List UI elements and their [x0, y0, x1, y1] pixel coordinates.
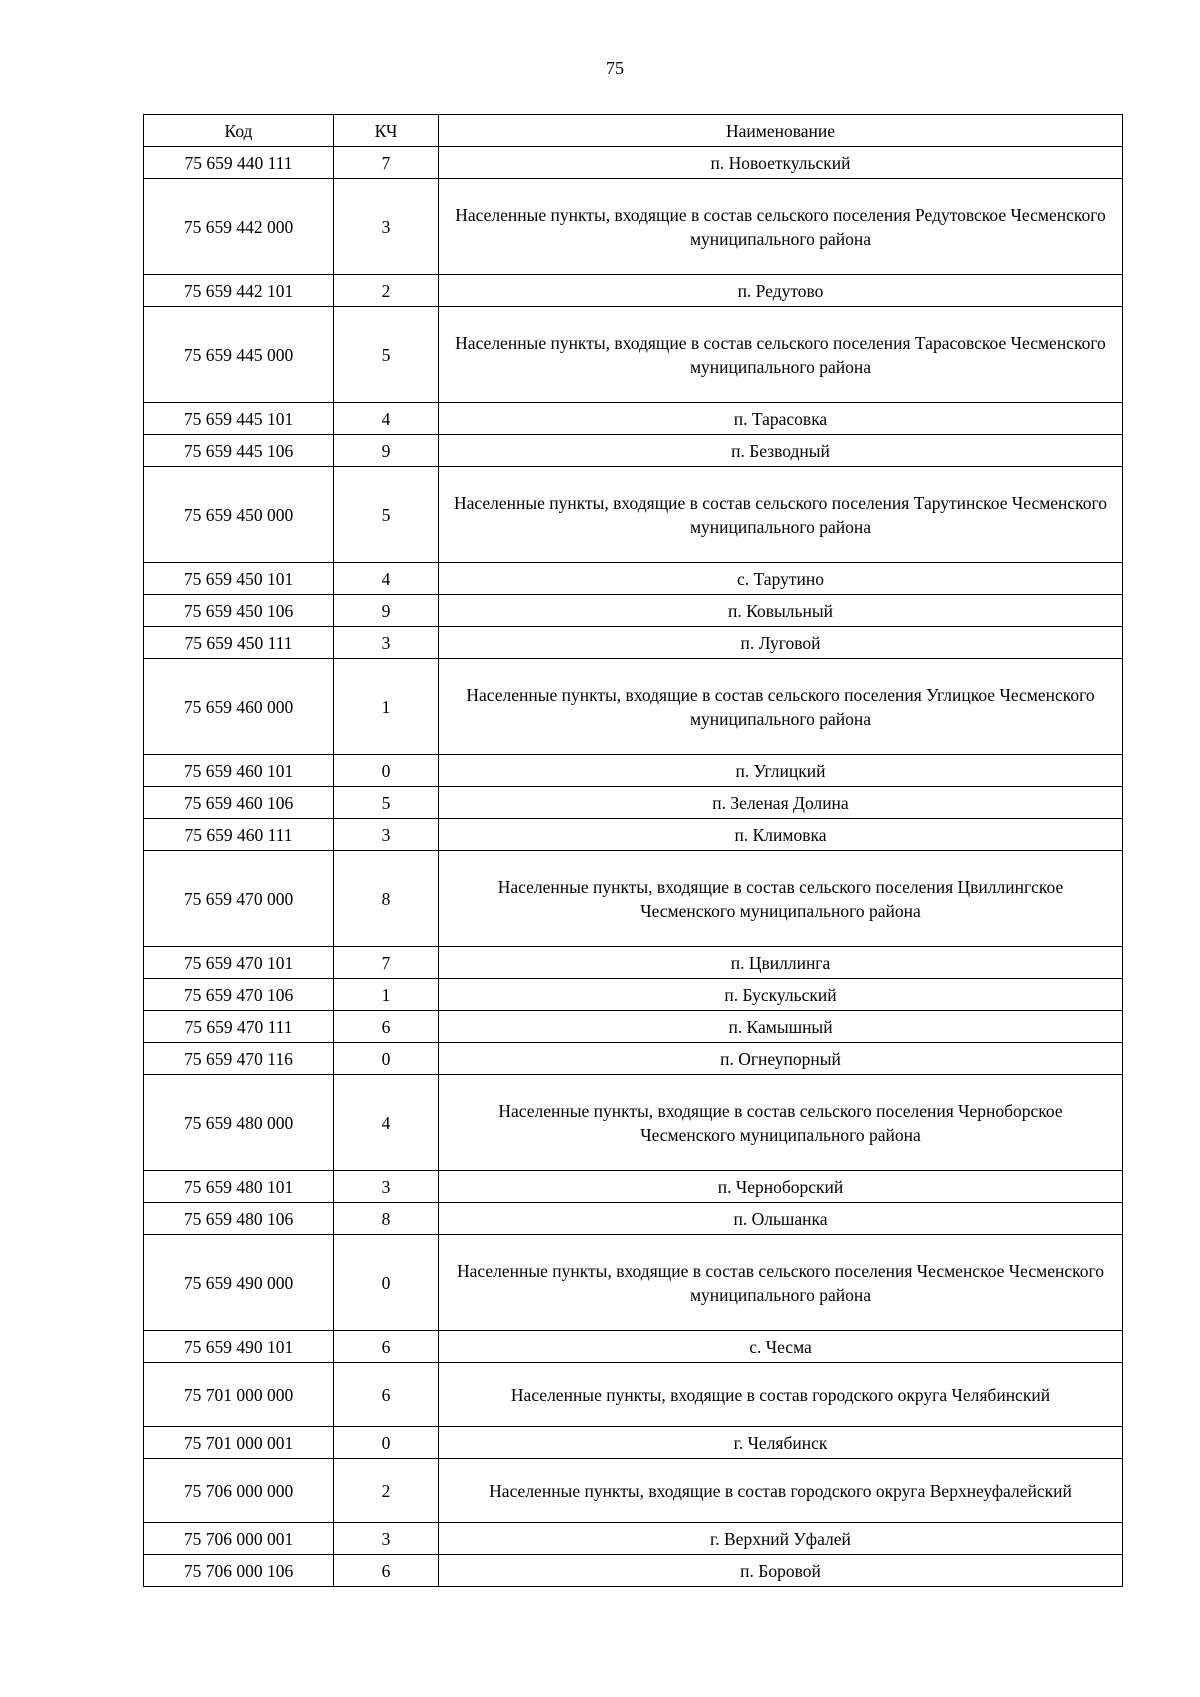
cell-name: Населенные пункты, входящие в состав сельского поселения Черноборское Чесменского муниципального района: [439, 1075, 1123, 1171]
cell-code: 75 701 000 001: [144, 1427, 334, 1459]
cell-kch: 4: [334, 1075, 439, 1171]
table-row: [144, 1523, 1123, 1555]
cell-name: Населенные пункты, входящие в состав сельского поселения Редутовское Чесменского муниципального района: [439, 179, 1123, 275]
cell-code: 75 659 490 101: [144, 1331, 334, 1363]
table-header-row: [144, 115, 1123, 147]
cell-code: 75 659 442 000: [144, 179, 334, 275]
table-row: [144, 435, 1123, 467]
table-row: [144, 307, 1123, 403]
cell-kch: 6: [334, 1331, 439, 1363]
cell-name: Населенные пункты, входящие в состав сельского поселения Тарасовское Чесменского муниципального района: [439, 307, 1123, 403]
cell-code: 75 659 442 101: [144, 275, 334, 307]
table-row: [144, 403, 1123, 435]
cell-kch: 0: [334, 1043, 439, 1075]
cell-kch: 9: [334, 435, 439, 467]
header-code: Код: [144, 115, 334, 147]
cell-kch: 8: [334, 851, 439, 947]
cell-kch: 8: [334, 1203, 439, 1235]
cell-kch: 4: [334, 403, 439, 435]
cell-kch: 0: [334, 755, 439, 787]
cell-kch: 3: [334, 627, 439, 659]
table-row: [144, 947, 1123, 979]
table-row: [144, 787, 1123, 819]
table-row: [144, 1235, 1123, 1331]
table-row: [144, 1203, 1123, 1235]
table-row: [144, 1171, 1123, 1203]
table-row: [144, 627, 1123, 659]
table-row: [144, 851, 1123, 947]
cell-name: Населенные пункты, входящие в состав сельского поселения Цвиллингское Чесменского муниципального района: [439, 851, 1123, 947]
cell-name: с. Чесма: [439, 1331, 1123, 1363]
cell-name: п. Климовка: [439, 819, 1123, 851]
table-row: [144, 179, 1123, 275]
cell-code: 75 659 460 106: [144, 787, 334, 819]
cell-name: п. Черноборский: [439, 1171, 1123, 1203]
table-row: [144, 1011, 1123, 1043]
cell-kch: 2: [334, 275, 439, 307]
cell-name: п. Огнеупорный: [439, 1043, 1123, 1075]
cell-code: 75 706 000 001: [144, 1523, 334, 1555]
cell-kch: 1: [334, 659, 439, 755]
header-kch: КЧ: [334, 115, 439, 147]
cell-kch: 0: [334, 1235, 439, 1331]
table-row: [144, 595, 1123, 627]
table-row: [144, 755, 1123, 787]
cell-kch: 3: [334, 819, 439, 851]
cell-code: 75 659 450 000: [144, 467, 334, 563]
cell-code: 75 659 440 111: [144, 147, 334, 179]
cell-code: 75 659 460 111: [144, 819, 334, 851]
cell-code: 75 659 445 106: [144, 435, 334, 467]
cell-code: 75 659 445 000: [144, 307, 334, 403]
cell-kch: 5: [334, 467, 439, 563]
table-row: [144, 467, 1123, 563]
cell-name: п. Углицкий: [439, 755, 1123, 787]
table-body: [144, 147, 1123, 1587]
table-row: [144, 147, 1123, 179]
cell-name: п. Безводный: [439, 435, 1123, 467]
cell-code: 75 659 470 101: [144, 947, 334, 979]
cell-name: п. Ковыльный: [439, 595, 1123, 627]
cell-code: 75 659 450 101: [144, 563, 334, 595]
cell-kch: 1: [334, 979, 439, 1011]
cell-code: 75 659 470 000: [144, 851, 334, 947]
page-number: 75: [606, 58, 624, 78]
cell-code: 75 659 490 000: [144, 1235, 334, 1331]
cell-name: п. Камышный: [439, 1011, 1123, 1043]
cell-code: 75 659 470 111: [144, 1011, 334, 1043]
table-row: [144, 563, 1123, 595]
cell-kch: 6: [334, 1555, 439, 1587]
cell-kch: 9: [334, 595, 439, 627]
cell-kch: 4: [334, 563, 439, 595]
cell-name: п. Цвиллинга: [439, 947, 1123, 979]
cell-code: 75 659 470 106: [144, 979, 334, 1011]
table-row: [144, 1075, 1123, 1171]
table-row: [144, 659, 1123, 755]
cell-name: Населенные пункты, входящие в состав сельского поселения Тарутинское Чесменского муниципального района: [439, 467, 1123, 563]
table-row: [144, 819, 1123, 851]
cell-code: 75 701 000 000: [144, 1363, 334, 1427]
cell-code: 75 659 445 101: [144, 403, 334, 435]
cell-code: 75 659 450 106: [144, 595, 334, 627]
cell-name: Населенные пункты, входящие в состав городского округа Челябинский: [439, 1363, 1123, 1427]
table-row: [144, 1427, 1123, 1459]
cell-kch: 3: [334, 179, 439, 275]
cell-code: 75 706 000 106: [144, 1555, 334, 1587]
cell-code: 75 659 480 000: [144, 1075, 334, 1171]
cell-kch: 2: [334, 1459, 439, 1523]
cell-code: 75 659 460 101: [144, 755, 334, 787]
cell-kch: 7: [334, 147, 439, 179]
cell-code: 75 659 450 111: [144, 627, 334, 659]
cell-name: п. Боровой: [439, 1555, 1123, 1587]
cell-name: г. Челябинск: [439, 1427, 1123, 1459]
cell-name: Населенные пункты, входящие в состав сельского поселения Углицкое Чесменского муниципального района: [439, 659, 1123, 755]
cell-name: п. Ольшанка: [439, 1203, 1123, 1235]
cell-code: 75 659 470 116: [144, 1043, 334, 1075]
cell-code: 75 659 480 101: [144, 1171, 334, 1203]
table-row: [144, 1331, 1123, 1363]
cell-name: п. Редутово: [439, 275, 1123, 307]
cell-name: Населенные пункты, входящие в состав городского округа Верхнеуфалейский: [439, 1459, 1123, 1523]
cell-name: п. Новоеткульский: [439, 147, 1123, 179]
cell-name: Населенные пункты, входящие в состав сельского поселения Чесменское Чесменского муниципального района: [439, 1235, 1123, 1331]
table-row: [144, 979, 1123, 1011]
cell-code: 75 659 480 106: [144, 1203, 334, 1235]
cell-kch: 5: [334, 787, 439, 819]
cell-kch: 6: [334, 1011, 439, 1043]
cell-name: с. Тарутино: [439, 563, 1123, 595]
cell-code: 75 706 000 000: [144, 1459, 334, 1523]
cell-kch: 3: [334, 1171, 439, 1203]
settlements-table: [143, 114, 1123, 1587]
cell-kch: 5: [334, 307, 439, 403]
cell-kch: 6: [334, 1363, 439, 1427]
cell-name: п. Зеленая Долина: [439, 787, 1123, 819]
cell-kch: 3: [334, 1523, 439, 1555]
table-row: [144, 1043, 1123, 1075]
cell-kch: 7: [334, 947, 439, 979]
cell-name: п. Бускульский: [439, 979, 1123, 1011]
table-row: [144, 1363, 1123, 1427]
table-row: [144, 275, 1123, 307]
cell-name: п. Луговой: [439, 627, 1123, 659]
table-row: [144, 1555, 1123, 1587]
cell-kch: 0: [334, 1427, 439, 1459]
cell-name: г. Верхний Уфалей: [439, 1523, 1123, 1555]
cell-name: п. Тарасовка: [439, 403, 1123, 435]
header-name: Наименование: [439, 115, 1123, 147]
cell-code: 75 659 460 000: [144, 659, 334, 755]
table-row: [144, 1459, 1123, 1523]
